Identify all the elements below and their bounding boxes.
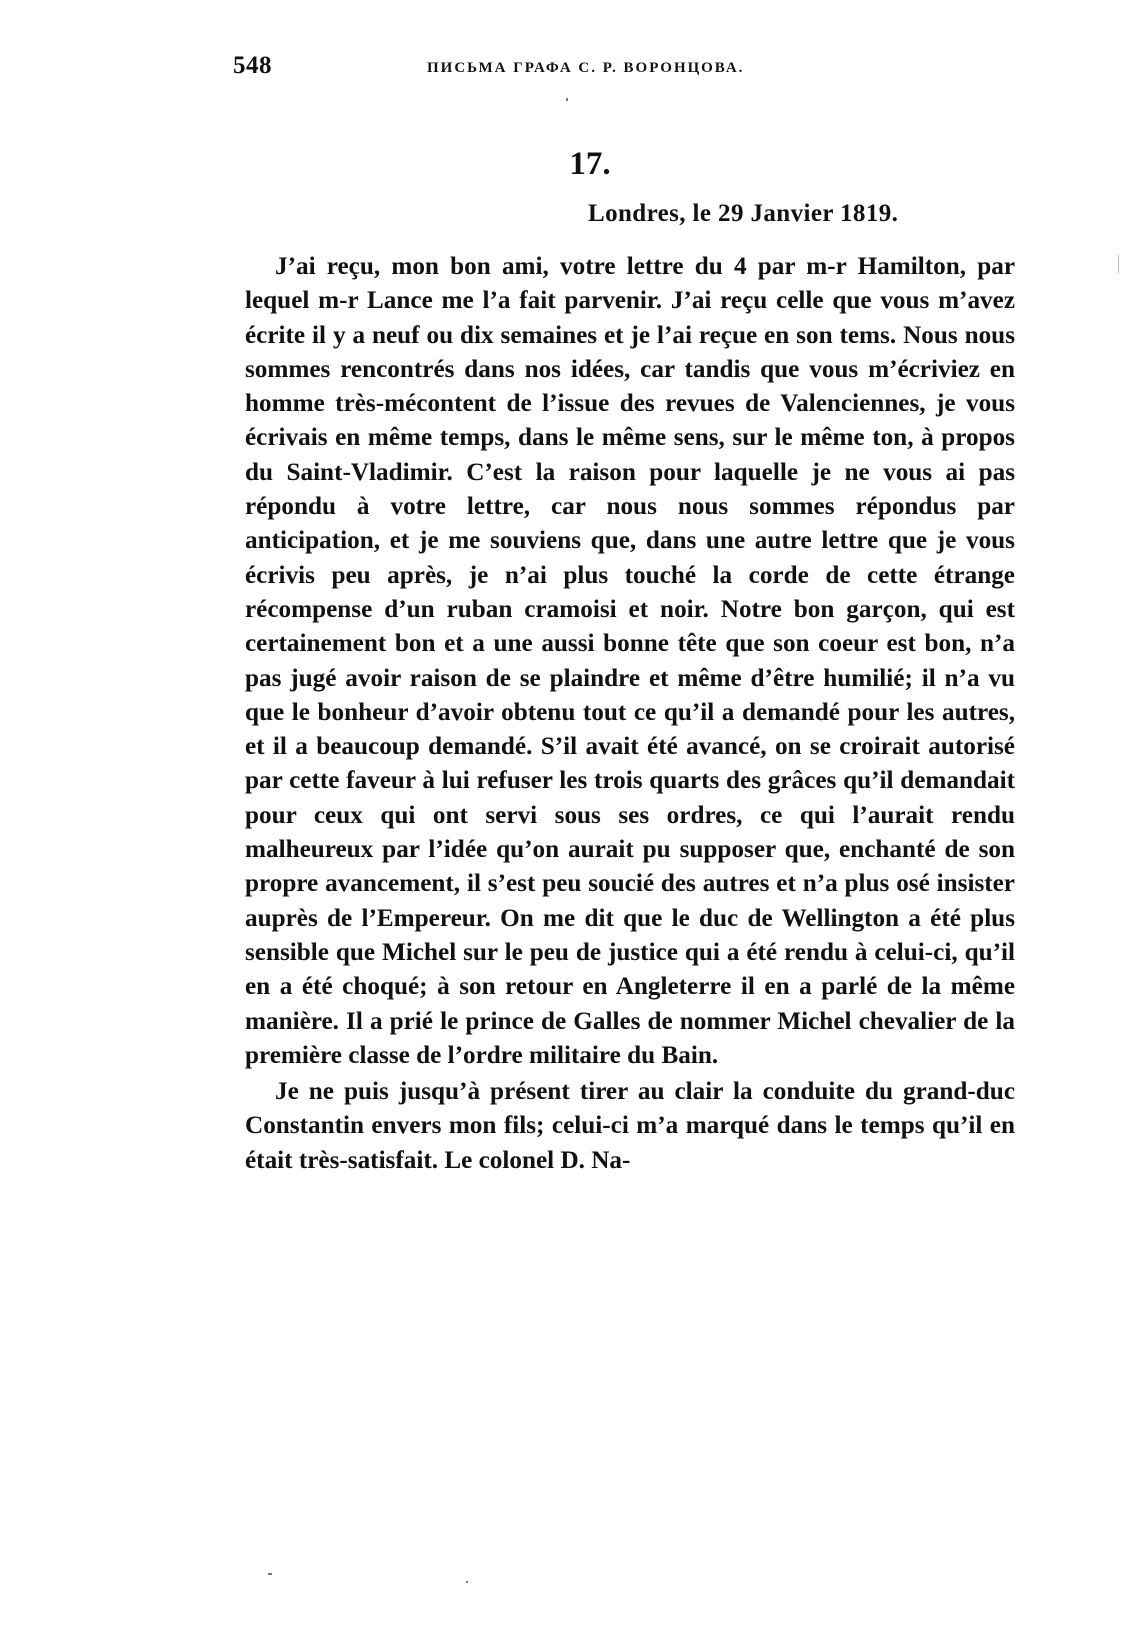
running-title: ПИСЬМА ГРАФА С. Р. ВОРОНЦОВА. xyxy=(427,60,745,76)
scan-speck xyxy=(566,98,568,101)
letter-number: 17. xyxy=(569,146,611,182)
letter-body xyxy=(245,250,1015,1178)
scan-speck xyxy=(466,1581,468,1583)
paragraph-1: J’ai reçu, mon bon ami, votre lettre du 4 par m-r Hamilton, par lequel m-r Lance me l’a fait parvenir. J’ai reçu celle que vous m’avez écrite il y a neuf ou dix semaines et je l’ai reçue en son tems. Nous nous sommes rencontrés dans nos idées, car tandis que vous m’écriviez en homme très-mécontent de l’issue des revues de Valenciennes, je vous écrivais en même temps, dans le même sens, sur le même ton, à propos du Saint-Vladimir. C’est la raison pour laquelle je ne vous ai pas répondu à votre lettre, car nous nous sommes répondus par anticipation, et je me souviens que, dans une autre lettre que je vous écrivis peu après, je n’ai plus touché la corde de cette étrange récompense d’un ruban cramoisi et noir. Notre bon garçon, qui est certainement bon et a une aussi bonne tête que son coeur est bon, n’a pas jugé avoir raison de se plaindre et même d’être humilié; il n’a vu que le bonheur d’avoir obtenu tout ce qu’il a demandé pour les autres, et il a beaucoup demandé. S’il avait été avancé, on se croirait autorisé par cette faveur à lui refuser les trois quarts des grâces qu’il demandait pour ceux qui ont servi sous ses ordres, ce qui l’aurait rendu malheureux par l’idée qu’on aurait pu supposer que, enchanté de son propre avancement, il s’est peu soucié des autres et n’a plus osé insister auprès de l’Empereur. On me dit que le duc de Wellington a été plus sensible que Michel sur le peu de justice qui a été rendu à celui-ci, qu’il en a été choqué; à son retour en Angleterre il en a parlé de la même manière. Il a prié le prince de Galles de nommer Michel chevalier de la première classe de l’ordre militaire du Bain. xyxy=(245,253,1015,1069)
letter-dateline: Londres, le 29 Janvier 1819. xyxy=(588,200,899,227)
paragraph-2: Je ne puis jusqu’à présent tirer au clair la conduite du grand-duc Constantin envers mon fils; celui-ci m’a marqué dans le temps qu’il en était très-satisfait. Le colonel D. Na- xyxy=(245,1078,1015,1174)
scan-speck xyxy=(268,1573,272,1575)
scan-speck xyxy=(1118,255,1119,273)
running-head xyxy=(233,52,1033,82)
page-number: 548 xyxy=(233,52,272,79)
